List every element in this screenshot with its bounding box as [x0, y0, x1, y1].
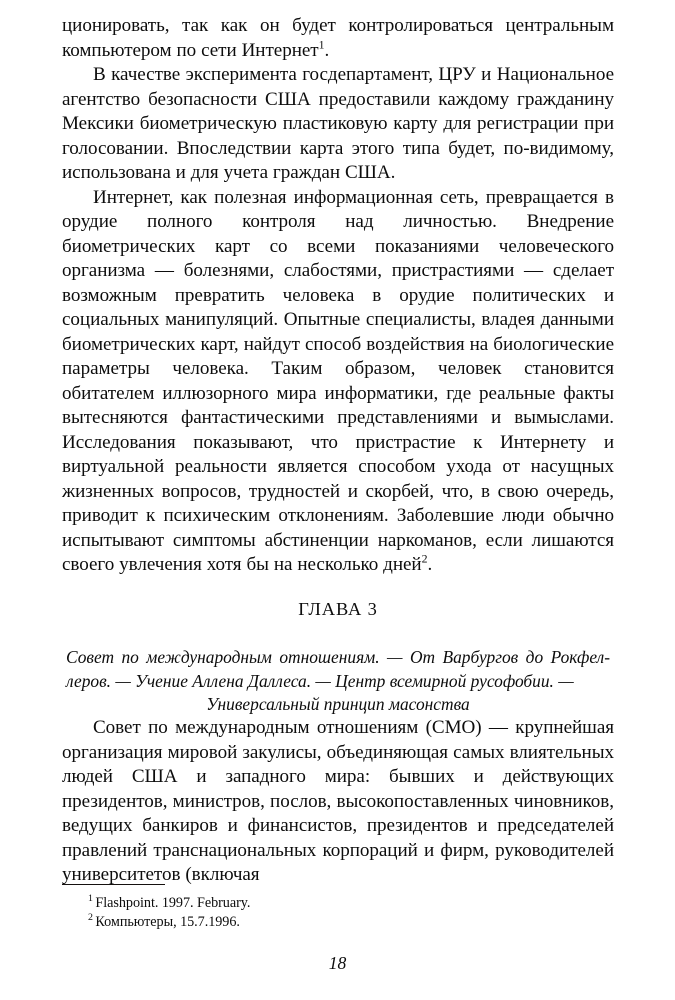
paragraph-text: Совет по международным отношениям (СМО) — крупнейшая организация мировой закулисы, объединяющая самых влиятельных людей США и западного мира: бывших и действующих президентов, министров, послов, высокопоставленных чиновников, ведущих банкиров и финансистов, президентов и председателей правлений транснациональных корпораций и фирм, руководителей университетов (включая — [62, 717, 614, 885]
footnote-text-2: Компьютеры, 15.7.1996. — [95, 914, 240, 930]
paragraph-cfr — [62, 716, 614, 888]
body-text-lower — [62, 716, 614, 888]
chapter-subtitle-line-1: Совет по международным отношениям. — От Варбургов до Рокфеллеров. — Учение Аллена Даллеса. — Центр всемирной русофобии. — — [66, 647, 610, 691]
footnote-ref-1[interactable]: 1 — [318, 37, 325, 52]
footnote-item-1 — [62, 894, 614, 913]
page-number: 18 — [328, 953, 347, 973]
footnote-marker-1: 1 — [88, 893, 93, 905]
paragraph-continuation — [62, 14, 614, 63]
body-text-upper — [62, 14, 614, 578]
chapter-subtitle — [62, 646, 614, 717]
footnote-item-2 — [62, 913, 614, 932]
paragraph-text-tail: . — [427, 554, 433, 575]
paragraph-text: ционировать, так как он будет контролироваться центральным компьютером по сети Интернет — [62, 15, 614, 61]
footnote-separator-rule — [62, 884, 165, 885]
paragraph-experiment — [62, 63, 614, 186]
footnote-ref-2[interactable]: 2 — [421, 551, 428, 566]
paragraph-text: В качестве эксперимента госдепартамент, ЦРУ и Национальное агентство безопасности США предоставили каждому гражданину Мексики биометрическую пластиковую карту для регистрации при голосовании. Впоследствии карта этого типа будет, по-видимому, использована и для учета граждан США. — [62, 64, 614, 183]
paragraph-internet-control — [62, 186, 614, 578]
footnote-area — [62, 884, 614, 932]
paragraph-text-tail: . — [324, 39, 330, 61]
chapter-heading-block — [62, 598, 614, 717]
paragraph-text: Интернет, как полезная информационная сеть, превращается в орудие полного контроля над личностью. Внедрение биометрических карт со всеми показаниями человеческого организма — болезнями, слабостями, пристрастиями — сделает возможным превратить человека в орудие политических и социальных манипуляций. Опытные специалисты, владея данными биометрических карт, найдут способ воздействия на биологические параметры человека. Таким образом, человек становится обитателем иллюзорного мира информатики, где реальные факты вытесняются фантастическими представлениями и вымыслами. Исследования показывают, что пристрастие к Интернету и виртуальной реальности является способом ухода от насущных жизненных вопросов, трудностей и скорбей, что, в свою очередь, приводит к психическим отклонениям. Заболевшие люди обычно испытывают симптомы абстиненции наркоманов, если лишаются своего увлечения хотя бы на несколько дней — [62, 186, 614, 575]
chapter-subtitle-line-2: Универсальный принцип масонства — [206, 694, 470, 714]
footnote-marker-2: 2 — [88, 912, 93, 924]
chapter-title: ГЛАВА 3 — [298, 599, 378, 619]
footnote-text-1: Flashpoint. 1997. February. — [95, 895, 251, 911]
